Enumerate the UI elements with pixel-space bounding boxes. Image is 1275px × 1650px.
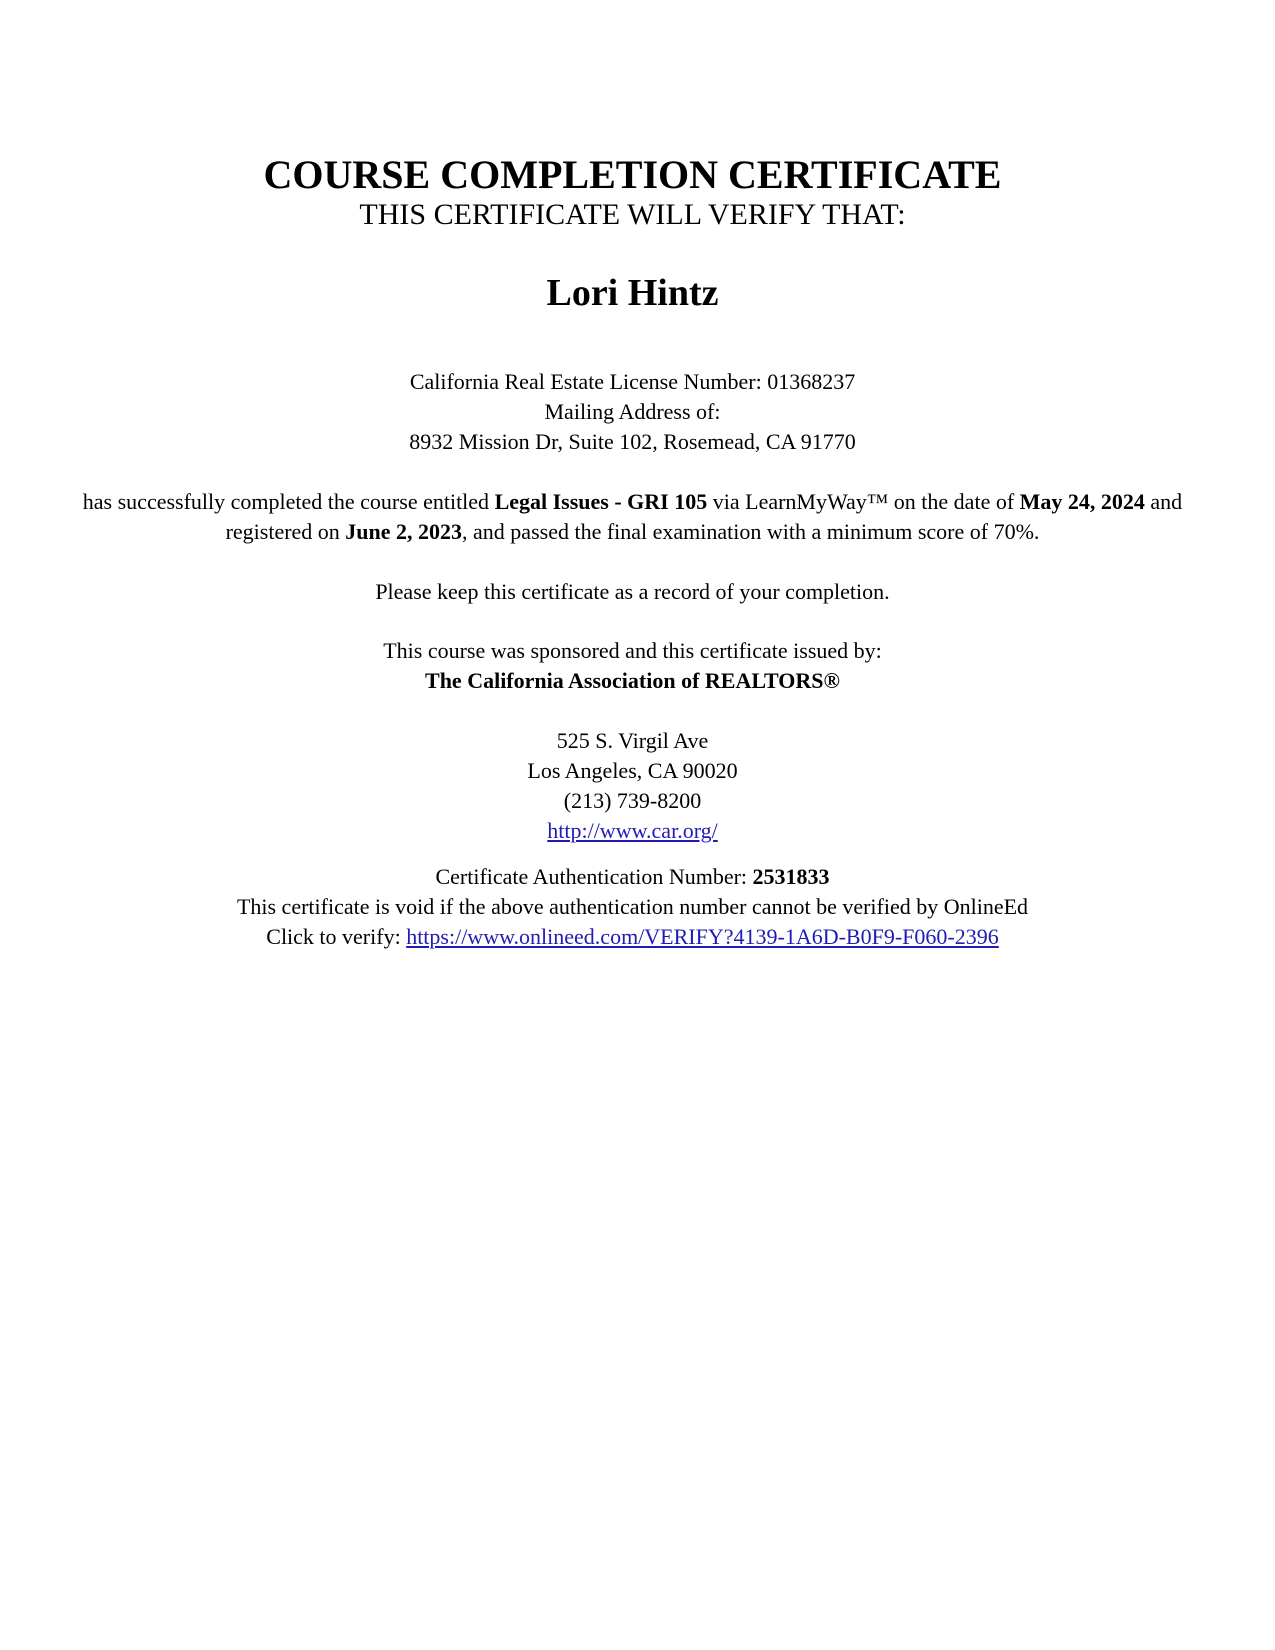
verify-label: Click to verify: xyxy=(266,924,401,949)
void-notice: This certificate is void if the above authentication number cannot be verified by OnlineEd xyxy=(236,894,1029,919)
authentication-label: Certificate Authentication Number: xyxy=(435,864,748,889)
recipient-details xyxy=(50,367,1215,457)
completion-statement xyxy=(50,487,1215,547)
sponsor-phone: (213) 739-8200 xyxy=(563,788,702,813)
course-name: Legal Issues - GRI 105 xyxy=(494,489,708,514)
completion-date: May 24, 2024 xyxy=(1019,489,1145,514)
authentication-line xyxy=(50,862,1215,892)
license-label: California Real Estate License Number: xyxy=(409,369,762,394)
certificate-content xyxy=(50,152,1215,952)
certificate-subtitle: THIS CERTIFICATE WILL VERIFY THAT: xyxy=(359,198,906,231)
license-line xyxy=(50,367,1215,397)
verify-line xyxy=(50,922,1215,952)
mailing-address: 8932 Mission Dr, Suite 102, Rosemead, CA 91770 xyxy=(409,429,856,454)
completion-text-4: , and passed the final examination with a minimum score of 70%. xyxy=(462,519,1040,544)
sponsor-street: 525 S. Virgil Ave xyxy=(556,728,709,753)
sponsor-website-link[interactable]: http://www.car.org/ xyxy=(547,818,718,843)
completion-text-2: via LearnMyWay™ on the date of xyxy=(712,489,1015,514)
certificate-title: COURSE COMPLETION CERTIFICATE xyxy=(263,152,1002,197)
authentication-number: 2531833 xyxy=(752,864,830,889)
sponsor-section xyxy=(50,636,1215,696)
license-number: 01368237 xyxy=(767,369,856,394)
sponsor-city-state-zip: Los Angeles, CA 90020 xyxy=(527,758,738,783)
sponsor-website-line xyxy=(50,816,1215,846)
keep-record-note: Please keep this certificate as a record of your completion. xyxy=(375,579,890,604)
recipient-name: Lori Hintz xyxy=(546,272,719,314)
completion-text-3: and registered on xyxy=(225,489,1183,544)
sponsor-address xyxy=(50,726,1215,846)
registration-date: June 2, 2023 xyxy=(345,519,463,544)
verify-link[interactable]: https://www.onlineed.com/VERIFY?4139-1A6D-B0F9-F060-2396 xyxy=(406,924,999,949)
mailing-address-label: Mailing Address of: xyxy=(544,399,721,424)
authentication-section xyxy=(50,862,1215,952)
completion-text-1: has successfully completed the course entitled xyxy=(82,489,490,514)
sponsor-label: This course was sponsored and this certificate issued by: xyxy=(383,638,882,663)
sponsor-name: The California Association of REALTORS® xyxy=(425,668,840,693)
